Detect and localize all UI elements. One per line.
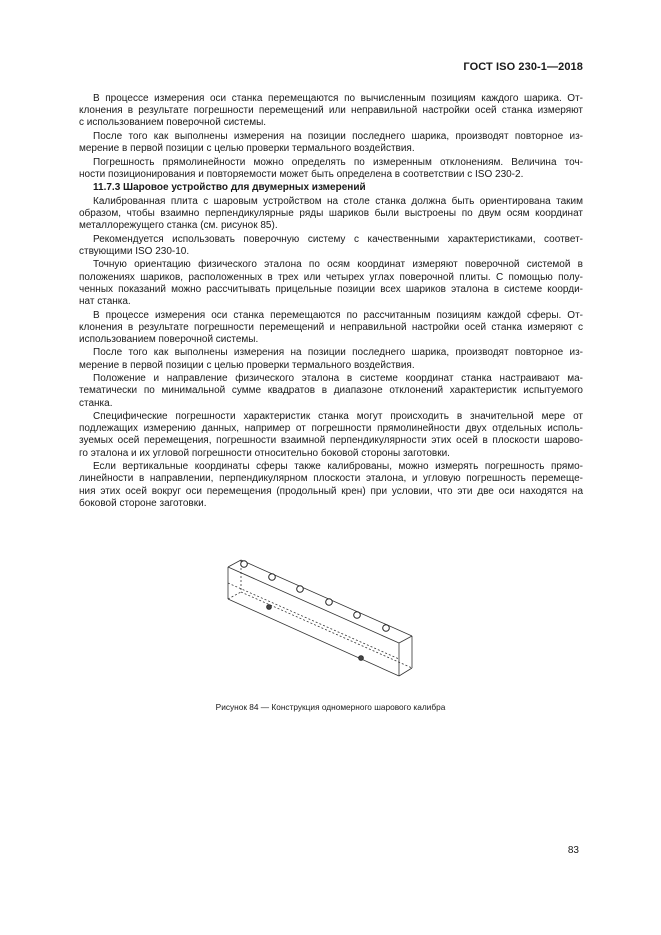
figure-caption: Рисунок 84 — Конструкция одномерного шарового калибра [215, 702, 446, 712]
bar-hidden-edge [228, 592, 241, 599]
text-line: После того как выполнены измерения на позиции последнего шарика, производят повторное из- [93, 347, 583, 359]
text-line: клонения в результате погрешности перемещений и неправильной настройки осей станка измеряют с [79, 321, 583, 333]
text-line: подлежащих измерению данных, например от погрешности прямолинейности двух отдельных исполь- [79, 423, 583, 435]
text-line: использованием поверочной системы. [79, 333, 259, 345]
text-line: с использованием поверочной системы. [79, 117, 267, 129]
paragraph [79, 373, 583, 410]
text-line: В процессе измерения оси станка перемещаются по рассчитанным позициям каждой сферы. От- [93, 309, 583, 321]
text-line: ствующими ISO 230-10. [79, 245, 190, 257]
bar-edge [228, 599, 399, 676]
text-line: ния этих осей вокруг оси перемещения (продольный крен) при условии, что эти две оси находятся на [79, 485, 583, 497]
section-title [79, 182, 583, 194]
text-line: зуемых осей перемещения, погрешности взаимной перпендикулярности этих осей в плоскости шарово- [79, 435, 583, 447]
text-line: положениях шариков, расположенных в трех или четырех углах поверочной плиты. С помощью полу- [79, 271, 583, 283]
text-line: станка. [79, 397, 113, 409]
text-line: металлорежущего станка (см. рисунок 85). [79, 220, 278, 232]
text-line: мерение в первой позиции с целью проверки термального воздействия. [79, 143, 415, 155]
ball [354, 612, 361, 619]
text-line: Калиброванная плита с шаровым устройством на столе станка должна быть ориентирована таким [93, 195, 583, 207]
text-line: боковой стороне заготовки. [79, 497, 207, 509]
ball-bar-figure [206, 558, 430, 690]
body-text [79, 93, 583, 511]
document-header: ГОСТ ISO 230-1—2018 [463, 61, 583, 73]
text-line: После того как выполнены измерения на позиции последнего шарика, производят повторное из- [93, 130, 583, 142]
paragraph [79, 411, 583, 460]
paragraph [79, 234, 583, 258]
text-line: В процессе измерения оси станка перемещаются по вычисленным позициям каждого шарика. От- [93, 93, 583, 104]
text-line: ности позиционирования и повторяемости может быть определена в соответствии с ISO 230-2. [79, 168, 524, 180]
text-line: тематически по минимальной сумме квадратов в диапазоне отклонений характеристик испытуемого [79, 385, 583, 397]
bar-hidden-edge [228, 583, 399, 659]
page-number: 83 [567, 845, 579, 856]
text-line: нат станка. [79, 296, 131, 308]
paragraph [79, 131, 583, 155]
text-line: Специфические погрешности характеристик станка могут происходить в значительной мере от [93, 411, 583, 423]
paragraph [79, 259, 583, 308]
paragraph [79, 347, 583, 371]
bar-edge [399, 636, 412, 643]
text-line: Если вертикальные координаты сферы также калиброваны, можно измерять погрешность прямо- [93, 461, 583, 473]
ball [326, 599, 333, 606]
text-line: мерение в первой позиции с целью проверки термального воздействия. [79, 359, 415, 371]
text-line: образом, чтобы взаимно перпендикулярные ряды шариков были выстроены по двум осям координат [79, 208, 583, 220]
text-line: 11.7.3 Шаровое устройство для двумерных измерений [93, 182, 366, 194]
paragraph [79, 310, 583, 347]
ball [383, 625, 390, 632]
text-line: ченных показаний можно рассчитывать прицельные позиции всех шариков эталона в системе коорди- [79, 283, 583, 295]
ball [269, 574, 276, 581]
text-line: Погрешность прямолинейности можно определять по измеренным отклонениям. Величина точ- [93, 156, 583, 168]
paragraph [79, 196, 583, 233]
paragraph [79, 157, 583, 181]
paragraph [79, 461, 583, 510]
ball-hole [359, 656, 364, 661]
text-line: Положение и направление физического эталона в системе координат станка настраивают ма- [93, 373, 583, 385]
text-line: Рекомендуется использовать поверочную систему с качественными характеристиками, соответ- [93, 233, 583, 245]
ball [297, 586, 304, 593]
bar-edge [228, 560, 241, 567]
ball [241, 561, 248, 568]
bar-edge [399, 668, 412, 676]
text-line: клонения в результате погрешности перемещений или неправильной настройки осей станка измеряют [79, 105, 583, 117]
paragraph [79, 93, 583, 130]
text-line: линейности в направлении, перпендикулярном плоскости эталона, и угловую погрешность перемеще- [79, 473, 583, 485]
text-line: Точную ориентацию физического эталона по осям координат измеряют поверочной системой в [93, 259, 583, 271]
ball-hole [267, 605, 272, 610]
text-line: го эталона и их угловой погрешности относительно боковой стороны заготовки. [79, 447, 450, 459]
bar-edge [228, 567, 399, 643]
